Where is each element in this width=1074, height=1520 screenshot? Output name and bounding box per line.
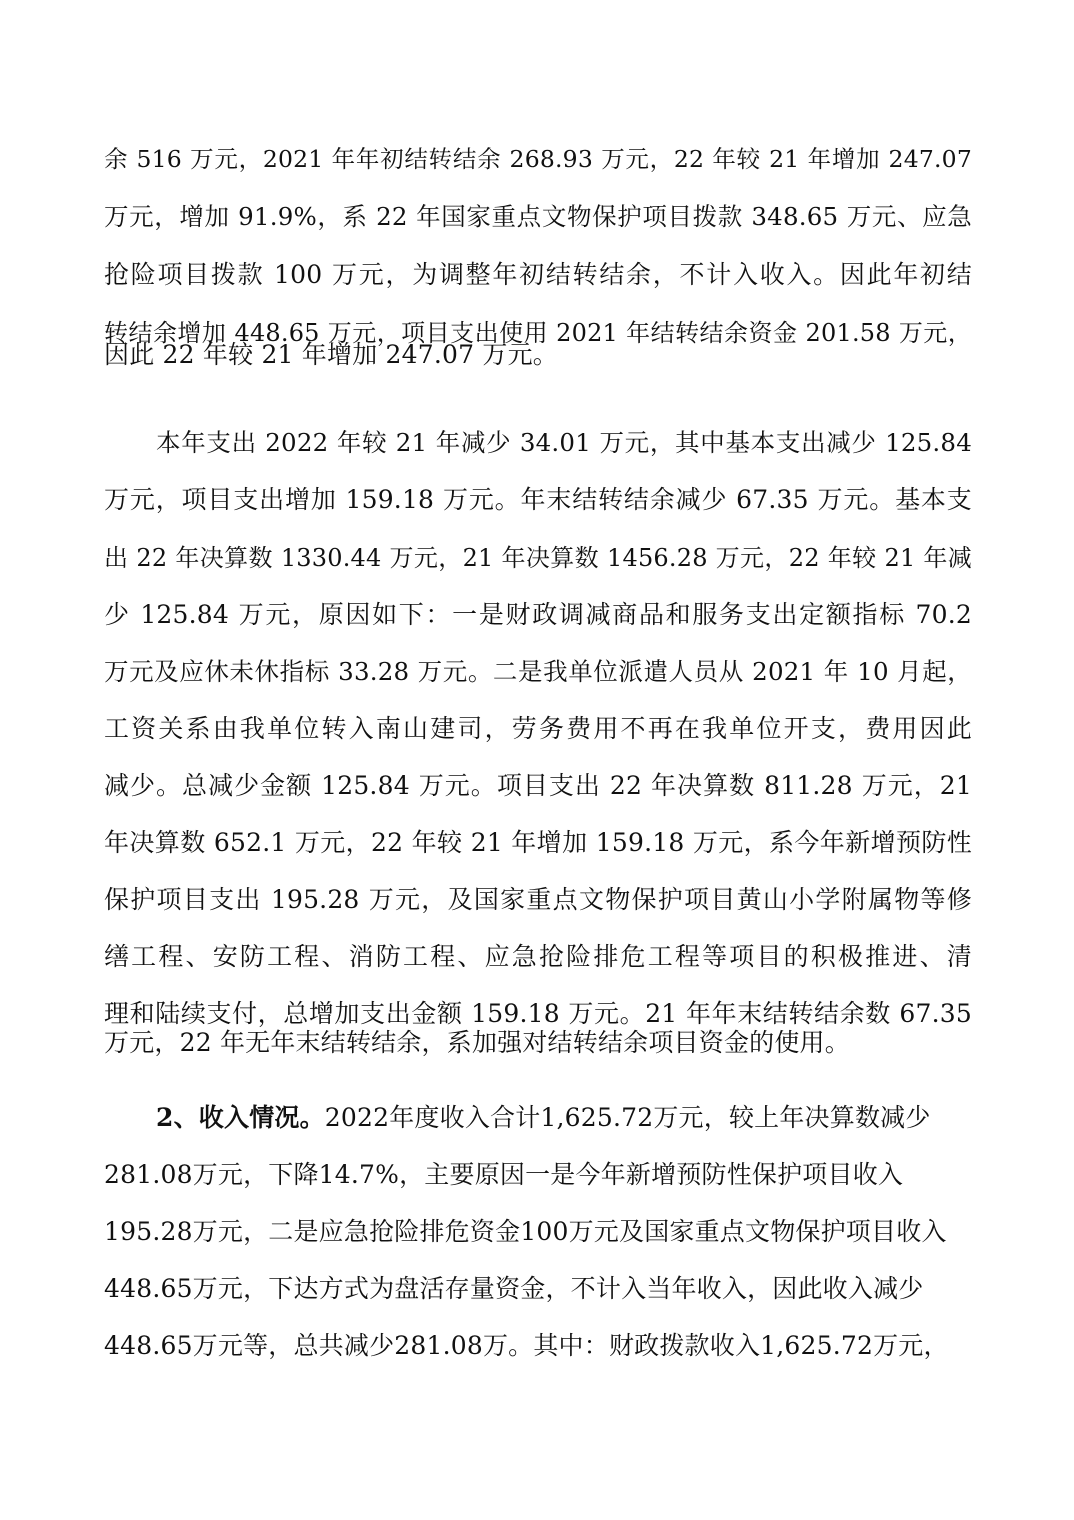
paragraph-line: 缮工程、安防工程、消防工程、应急抢险排危工程等项目的积极推进、清: [104, 942, 972, 971]
paragraph-line: 出 22 年决算数 1330.44 万元，21 年决算数 1456.28 万元，22 年较 21 年减: [104, 544, 972, 572]
section-heading: 2、收入情况。: [156, 1103, 325, 1132]
paragraph-line: 抢险项目拨款 100 万元，为调整年初结转结余，不计入收入。因此年初结: [104, 260, 972, 289]
paragraph-line: 年决算数 652.1 万元，22 年较 21 年增加 159.18 万元，系今年新增预防性: [104, 828, 972, 857]
paragraph-line: 448.65万元，下达方式为盘活存量资金，不计入当年收入，因此收入减少: [104, 1274, 924, 1303]
paragraph-line-last: 万元，22 年无年末结转结余，系加强对结转结余项目资金的使用。: [104, 1028, 850, 1057]
paragraph-line: 保护项目支出 195.28 万元，及国家重点文物保护项目黄山小学附属物等修: [104, 885, 972, 914]
paragraph-line: 少 125.84 万元，原因如下：一是财政调减商品和服务支出定额指标 70.2: [104, 600, 972, 629]
paragraph-line: 281.08万元，下降14.7%，主要原因一是今年新增预防性保护项目收入: [104, 1160, 904, 1189]
paragraph-line-first: 本年支出 2022 年较 21 年减少 34.01 万元，其中基本支出减少 125.84: [156, 428, 972, 457]
paragraph-line: 195.28万元，二是应急抢险排危资金100万元及国家重点文物保护项目收入: [104, 1217, 947, 1246]
paragraph-line: 理和陆续支付，总增加支出金额 159.18 万元。21 年年末结转结余数 67.35: [104, 999, 972, 1028]
paragraph-text: 2022年度收入合计1,625.72万元，较上年决算数减少: [324, 1103, 931, 1132]
paragraph-line: 余 516 万元，2021 年年初结转结余 268.93 万元，22 年较 21 年增加 247.07: [104, 145, 972, 173]
paragraph-line: 转结余增加 448.65 万元，项目支出使用 2021 年结转结余资金 201.58 万元，: [104, 319, 972, 347]
paragraph-line-first: [156, 1098, 972, 1138]
paragraph-line: 万元及应休未休指标 33.28 万元。二是我单位派遣人员从 2021 年 10 月起，: [104, 657, 972, 686]
paragraph-line: 448.65万元等，总共减少281.08万。其中：财政拨款收入1,625.72万元，: [104, 1331, 949, 1360]
paragraph-line: 万元，增加 91.9%，系 22 年国家重点文物保护项目拨款 348.65 万元、应急: [104, 202, 972, 231]
paragraph-line: 万元，项目支出增加 159.18 万元。年末结转结余减少 67.35 万元。基本支: [104, 485, 972, 514]
paragraph-line-last: 因此 22 年较 21 年增加 247.07 万元。: [104, 340, 558, 369]
paragraph-line: 减少。总减少金额 125.84 万元。项目支出 22 年决算数 811.28 万元，21: [104, 771, 972, 800]
paragraph-line: 工资关系由我单位转入南山建司，劳务费用不再在我单位开支，费用因此: [104, 714, 972, 743]
